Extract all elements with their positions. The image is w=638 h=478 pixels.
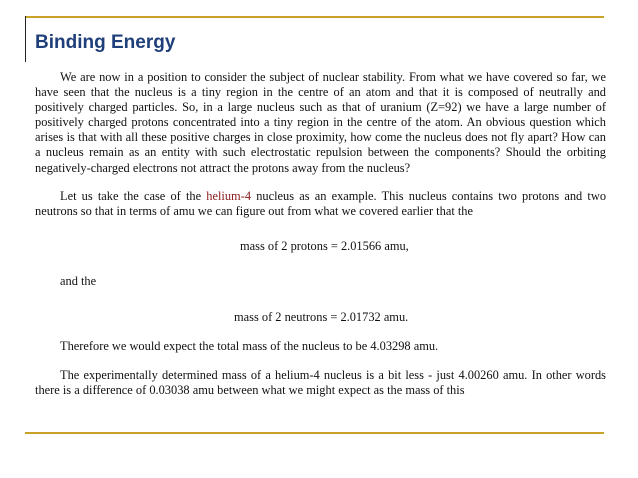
paragraph-measured-mass: The experimentally determined mass of a helium-4 nucleus is a bit less - just 4.00260 amu. In other words there is a difference of 0.03038 amu between what we might expect as the mass of this [35,368,606,398]
expected-mass-statement: Therefore we would expect the total mass of the nucleus to be 4.03298 amu. [60,339,439,354]
equation-proton-mass: mass of 2 protons = 2.01566 amu, [240,238,409,253]
top-divider [25,16,604,18]
paragraph-helium-before: Let us take the case of the [60,188,207,203]
paragraph-helium-after: nucleus as an example. This nucleus contains two protons and two neutrons so that in terms of amu we can figure out from what we covered earlier that the [35,188,607,218]
equation-neutron-mass: mass of 2 neutrons = 2.01732 amu. [234,310,409,325]
helium-4-term: helium-4 [206,188,252,203]
slide-title: Binding Energy [35,32,176,53]
bottom-divider [25,432,604,434]
and-the-text: and the [60,273,97,288]
title-side-bar [25,16,26,62]
slide-body [35,70,606,398]
paragraph-nuclear-stability: We are now in a position to consider the subject of nuclear stability. From what we have covered so far, we have seen that the nucleus is a tiny region in the centre of an atom and that it is composed of neutrally and positively charged particles. So, in a large nucleus such as that of uranium (Z=92) we have a large number of positively charged protons concentrated into a tiny region in the centre of the atom. An obvious question which arises is that with all these positive charges in close proximity, how come the nucleus does not fly apart? How can a nucleus remain as an entity with such electrostatic repulsion between the components? Should the orbiting negatively-charged electrons not attract the protons away from the nucleus? [35,70,606,175]
paragraph-helium-example [35,189,606,219]
